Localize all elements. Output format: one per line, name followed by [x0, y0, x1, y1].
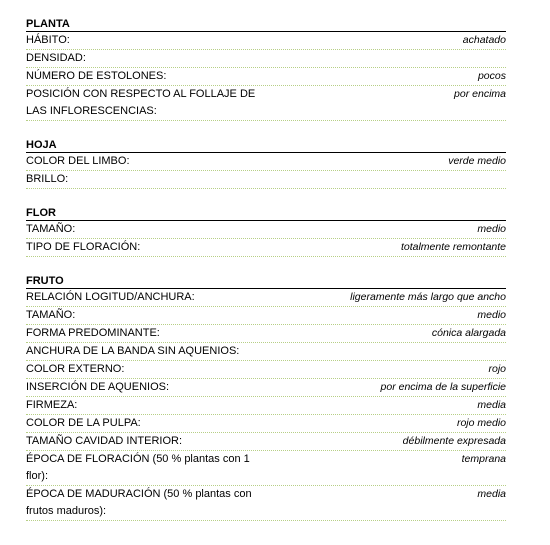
attribute-row [26, 379, 506, 397]
attribute-value: media [477, 488, 506, 500]
attribute-value: medio [477, 223, 506, 235]
section-title: FRUTO [26, 273, 506, 289]
attribute-label: ÉPOCA DE FLORACIÓN (50 % plantas con 1 flor): [26, 453, 250, 482]
attribute-row [26, 451, 506, 486]
attribute-value: pocos [477, 70, 506, 82]
section-planta [26, 16, 506, 121]
attribute-label: NÚMERO DE ESTOLONES: [26, 70, 167, 82]
attribute-label: COLOR EXTERNO: [26, 363, 125, 375]
attribute-row [26, 171, 506, 189]
attribute-value: rojo [488, 363, 506, 375]
attribute-value: verde medio [448, 155, 506, 167]
attribute-row [26, 307, 506, 325]
variety-description-sheet [26, 16, 506, 537]
attribute-label: ÉPOCA DE MADURACIÓN (50 % plantas con frutos maduros): [26, 488, 252, 517]
attribute-label: TAMAÑO CAVIDAD INTERIOR: [26, 435, 183, 447]
attribute-label: FIRMEZA: [26, 399, 78, 411]
attribute-row [26, 343, 506, 361]
section-flor [26, 205, 506, 257]
attribute-label: BRILLO: [26, 173, 69, 185]
attribute-row [26, 68, 506, 86]
attribute-row [26, 486, 506, 521]
section-title: FLOR [26, 205, 506, 221]
attribute-value: rojo medio [456, 417, 506, 429]
attribute-value: por encima de la superficie [380, 381, 506, 393]
attribute-label: DENSIDAD: [26, 52, 86, 64]
attribute-row [26, 32, 506, 50]
attribute-value: temprana [461, 453, 506, 465]
attribute-value: achatado [462, 34, 506, 46]
attribute-label: FORMA PREDOMINANTE: [26, 327, 160, 339]
attribute-value: totalmente remontante [400, 241, 506, 253]
attribute-value: ligeramente más largo que ancho [350, 291, 506, 303]
attribute-row [26, 153, 506, 171]
attribute-row [26, 397, 506, 415]
attribute-value: por encima [454, 88, 506, 100]
section-hoja [26, 137, 506, 189]
attribute-row [26, 86, 506, 121]
attribute-label: TIPO DE FLORACIÓN: [26, 241, 141, 253]
attribute-row [26, 361, 506, 379]
attribute-row [26, 289, 506, 307]
attribute-value: cónica alargada [431, 327, 506, 339]
attribute-label: INSERCIÓN DE AQUENIOS: [26, 381, 170, 393]
attribute-row [26, 415, 506, 433]
attribute-row [26, 50, 506, 68]
section-title: HOJA [26, 137, 506, 153]
attribute-label: COLOR DEL LIMBO: [26, 155, 130, 167]
attribute-row [26, 433, 506, 451]
section-title: PLANTA [26, 16, 506, 32]
section-fruto [26, 273, 506, 521]
attribute-label: RELACIÓN LOGITUD/ANCHURA: [26, 291, 195, 303]
attribute-row [26, 239, 506, 257]
attribute-label: TAMAÑO: [26, 309, 76, 321]
attribute-label: TAMAÑO: [26, 223, 76, 235]
attribute-value: medio [477, 309, 506, 321]
attribute-label: COLOR DE LA PULPA: [26, 417, 141, 429]
attribute-value: débilmente expresada [402, 435, 506, 447]
attribute-label: ANCHURA DE LA BANDA SIN AQUENIOS: [26, 345, 240, 357]
attribute-label: POSICIÓN CON RESPECTO AL FOLLAJE DE LAS INFLORESCENCIAS: [26, 88, 256, 117]
attribute-label: HÁBITO: [26, 34, 70, 46]
attribute-row [26, 325, 506, 343]
attribute-row [26, 221, 506, 239]
attribute-value: media [477, 399, 506, 411]
